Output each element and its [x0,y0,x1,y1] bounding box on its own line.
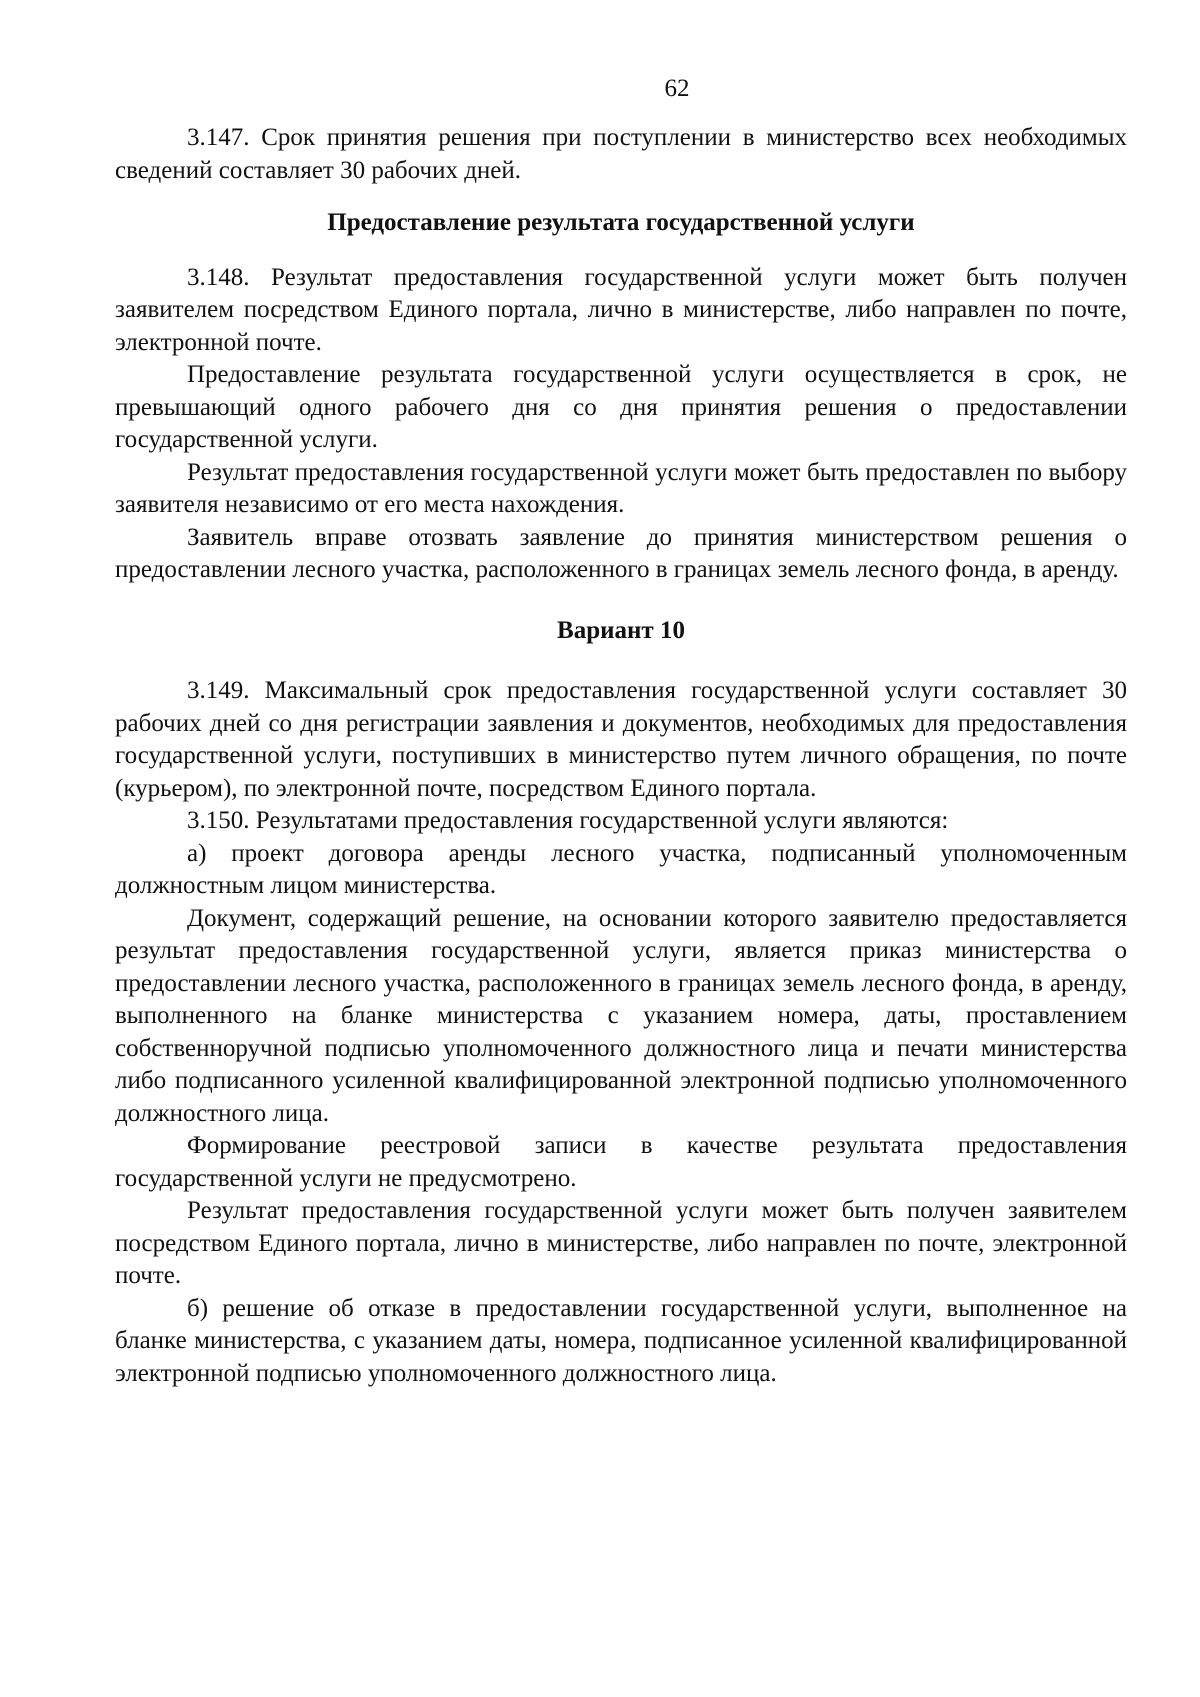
paragraph-3-150: 3.150. Результатами предоставления государственной услуги являются: [187,807,949,834]
paragraph-decision-document: Документ, содержащий решение, на основании которого заявителю предоставляется результат предоставления государственной услуги, является приказ министерства о предоставлении лесного участка, расположенного в границах земель лесного фонда, в аренду, выполненного на бланке министерства с указанием номера, даты, проставлением собственноручной подписью уполномоченного должностного лица и печати министерства либо подписанного усиленной квалифицированной электронной подписью уполномоченного должностного лица. [115,904,1127,1127]
page-number: 62 [664,75,690,102]
paragraph-withdraw: Заявитель вправе отозвать заявление до принятия министерством решения о предоставлении лесного участка, расположенного в границах земель лесного фонда, в аренду. [115,523,1127,583]
paragraph-3-149: 3.149. Максимальный срок предоставления государственной услуги составляет 30 рабочих дней со дня регистрации заявления и документов, необходимых для предоставления государственной услуги, поступивших в министерство путем личного обращения, по почте (курьером), по электронной почте, посредством Единого портала. [115,677,1127,802]
section-heading-result: Предоставление результата государственной услуги [327,209,915,236]
paragraph-3-148: 3.148. Результат предоставления государственной услуги может быть получен заявителем посредством Единого портала, лично в министерстве, либо направлен по почте, электронной почте. [115,263,1127,356]
paragraph-result-term: Предоставление результата государственной услуги осуществляется в срок, не превышающий одного рабочего дня со дня принятия решения о предоставлении государственной услуги. [115,361,1127,453]
section-heading-variant: Вариант 10 [557,616,685,644]
paragraph-result-received: Результат предоставления государственной услуги может быть получен заявителем посредством Единого портала, лично в министерстве, либо направлен по почте, электронной почте. [115,1197,1127,1289]
document-page [115,70,1127,1390]
paragraph-3-147: 3.147. Срок принятия решения при поступлении в министерство всех необходимых сведений составляет 30 рабочих дней. [115,124,1127,184]
paragraph-result-choice: Результат предоставления государственной услуги может быть предоставлен по выбору заявителя независимо от его места нахождения. [115,458,1127,518]
paragraph-registry-record: Формирование реестровой записи в качестве результата предоставления государственной услуги не предусмотрено. [115,1132,1127,1192]
paragraph-item-a: а) проект договора аренды лесного участка, подписанный уполномоченным должностным лицом министерства. [115,839,1127,899]
paragraph-item-b: б) решение об отказе в предоставлении государственной услуги, выполненное на бланке министерства, с указанием даты, номера, подписанное усиленной квалифицированной электронной подписью уполномоченного должностного лица. [115,1294,1127,1387]
